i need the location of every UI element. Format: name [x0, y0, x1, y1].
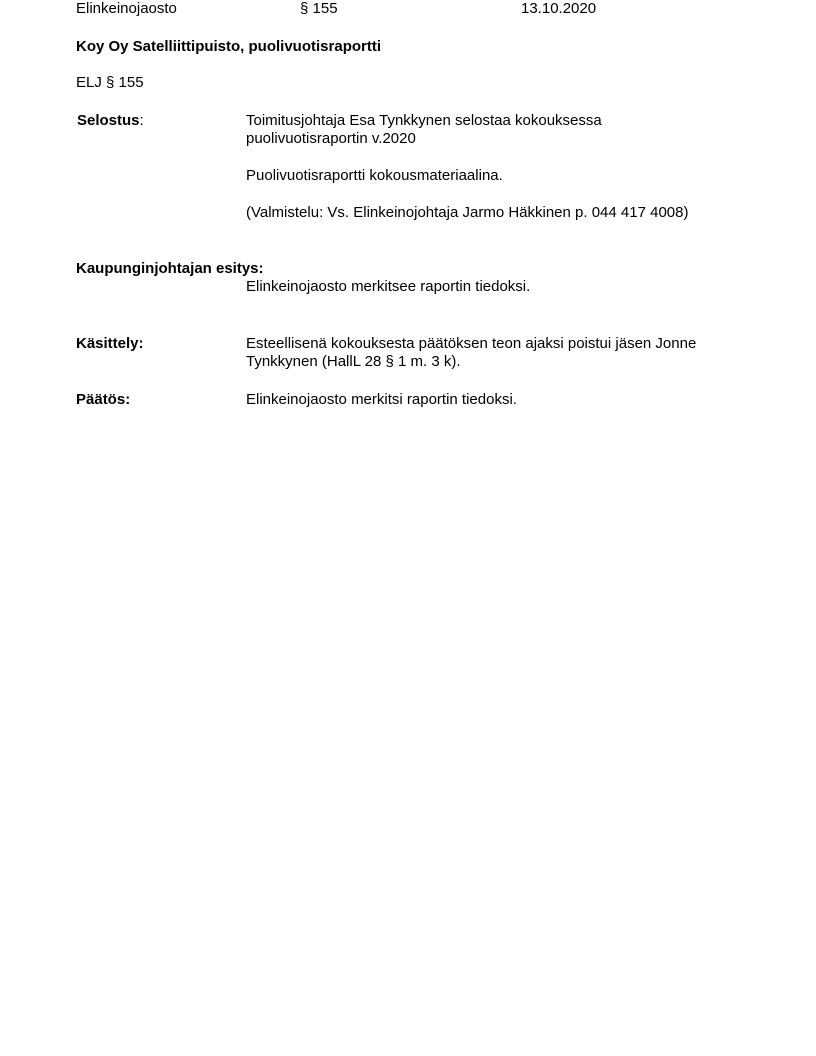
- selostus-line-1: Toimitusjohtaja Esa Tynkkynen selostaa kokouksessa: [246, 112, 602, 129]
- esitys-label: Kaupunginjohtajan esitys:: [76, 260, 264, 277]
- kasittely-label: Käsittely:: [76, 335, 144, 352]
- esitys-text: Elinkeinojaosto merkitsee raportin tiedoksi.: [246, 278, 531, 295]
- page-title: Koy Oy Satelliittipuisto, puolivuotisraportti: [76, 38, 382, 55]
- paatos-label: Päätös:: [76, 391, 131, 408]
- header-date: 13.10.2020: [521, 0, 597, 17]
- selostus-paragraph-2: Puolivuotisraportti kokousmateriaalina.: [246, 167, 503, 184]
- selostus-label: Selostus: [77, 112, 140, 129]
- header-section: § 155: [300, 0, 338, 17]
- paatos-text: Elinkeinojaosto merkitsi raportin tiedoksi.: [246, 391, 517, 408]
- selostus-colon: :: [139, 112, 144, 129]
- selostus-paragraph-3: (Valmistelu: Vs. Elinkeinojohtaja Jarmo Häkkinen p. 044 417 4008): [246, 204, 689, 221]
- selostus-heading: [77, 112, 144, 130]
- reference: ELJ § 155: [76, 74, 144, 91]
- selostus-line-2: puolivuotisraportin v.2020: [246, 130, 416, 147]
- header-body: Elinkeinojaosto: [76, 0, 177, 17]
- kasittely-line-1: Esteellisenä kokouksesta päätöksen teon ajaksi poistui jäsen Jonne: [246, 335, 697, 352]
- kasittely-line-2: Tynkkynen (HallL 28 § 1 m. 3 k).: [246, 353, 461, 370]
